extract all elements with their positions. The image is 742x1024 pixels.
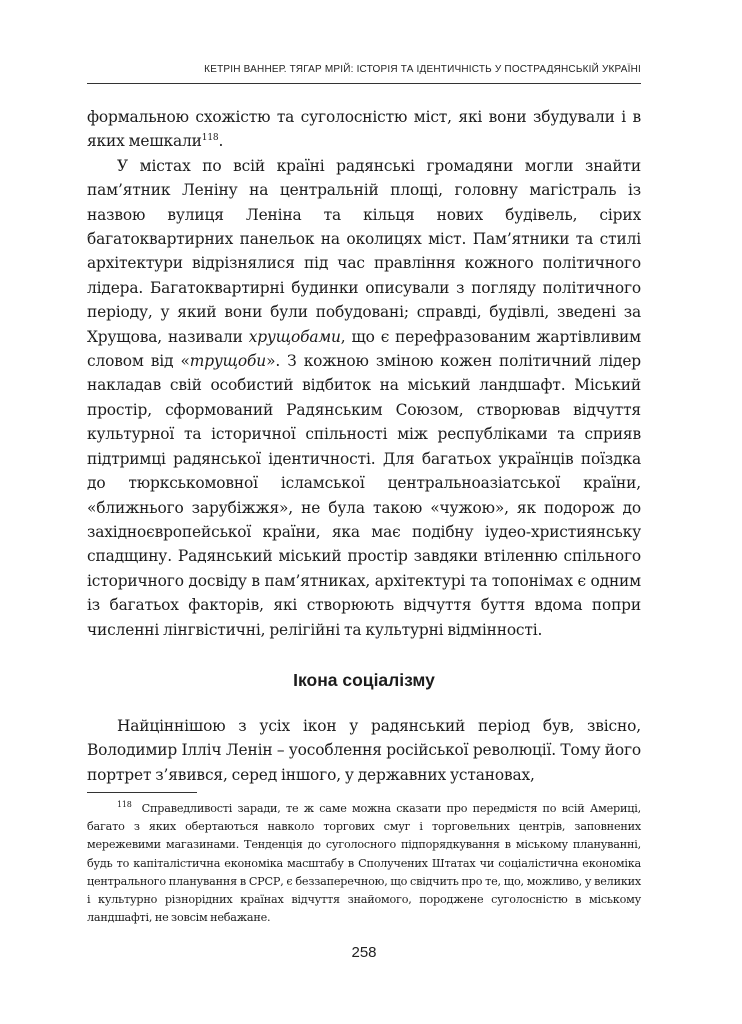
emphasis-khrushchoby: хрущобами: [248, 327, 341, 346]
footnote-reference[interactable]: 118: [201, 133, 219, 144]
paragraph-1-text: формальною схожістю та суголосністю міст, які вони збудували і в яких мешкали: [87, 108, 641, 151]
header-rule: [87, 83, 641, 84]
paragraph-3: Найціннішою з усіх ікон у радянський період був, звісно, Володимир Ілліч Ленін – уособлення російської революції. Тому його портрет з’явився, серед іншого, у державних установах,: [87, 716, 641, 784]
paragraph-2: [87, 154, 641, 642]
paragraph-2-part-c: ». З кожною зміною кожен політичний лідер накладав свій особистий відбиток на міський ландшафт. Міський простір, сформований Радянським Союзом, створював відчуття культурної та історичної спільності між республіками та сприяв підтримці радянської ідентичності. Для багатьох українців поїздка до тюркськомовної ісламської центральноазіатської країни, «ближнього зарубіжжя», не була такою «чужою», як подорож до західноєвропейської країни, яка має подібну іудео-християнську спадщину. Радянський міський простір завдяки втіленню спільного історичного досвіду в пам’ятниках, архітектурі та топонімах є одним із багатьох факторів, які створюють відчуття буття вдома попри численні лінгвістичні, релігійні та культурні відмінності.: [87, 352, 641, 639]
page-number: 258: [351, 944, 377, 961]
emphasis-trushchoby: трущоби: [189, 352, 267, 371]
body-text: [87, 105, 641, 787]
section-heading: Ікона соціалізму: [293, 669, 435, 690]
paragraph-2-part-b: , що є перефразованим жартівливим словом від «: [87, 327, 641, 371]
footnote-rule: [87, 792, 197, 793]
footnote: [87, 800, 641, 927]
footnote-number: 118: [117, 800, 132, 810]
paragraph-2-part-a: У містах по всій країні радянські громадяни могли знайти пам’ятник Леніну на центральній площі, головну магістраль із назвою вулиця Леніна та кільця нових будівель, сірих багатоквартирних панельок на околицях міст. Пам’ятники та стилі архітектури відрізнялися під час правління кожного політичного лідера. Багатоквартирні будинки описували з погляду політичного періоду, у який вони були побудовані; справді, будівлі, зведені за Хрущова, називали: [87, 156, 641, 346]
running-head: КЕТРІН ВАННЕР. ТЯГАР МРІЙ: ІСТОРІЯ ТА ІДЕНТИЧНІСТЬ У ПОСТРАДЯНСЬКІЙ УКРАЇНІ: [204, 64, 641, 75]
paragraph-1: [87, 105, 641, 154]
footnote-text: Справедливості заради, те ж саме можна сказати про передмістя по всій Америці, багато з яких обертаються навколо торгових смуг і торговельних центрів, заповнених мережевими магазинами. Тенденція до суголосного підпорядкування в міському плануванні, будь то капіталістична економіка масштабу в Сполучених Штатах чи соціалістична економіка центрального планування в СРСР, є беззаперечною, що свідчить про те, що, можливо, у великих і культурно різнорідних країнах відчуття знайомого, породжене суголосністю в міському ландшафті, не зовсім небажане.: [87, 802, 641, 925]
paragraph-1-end: .: [218, 132, 224, 151]
